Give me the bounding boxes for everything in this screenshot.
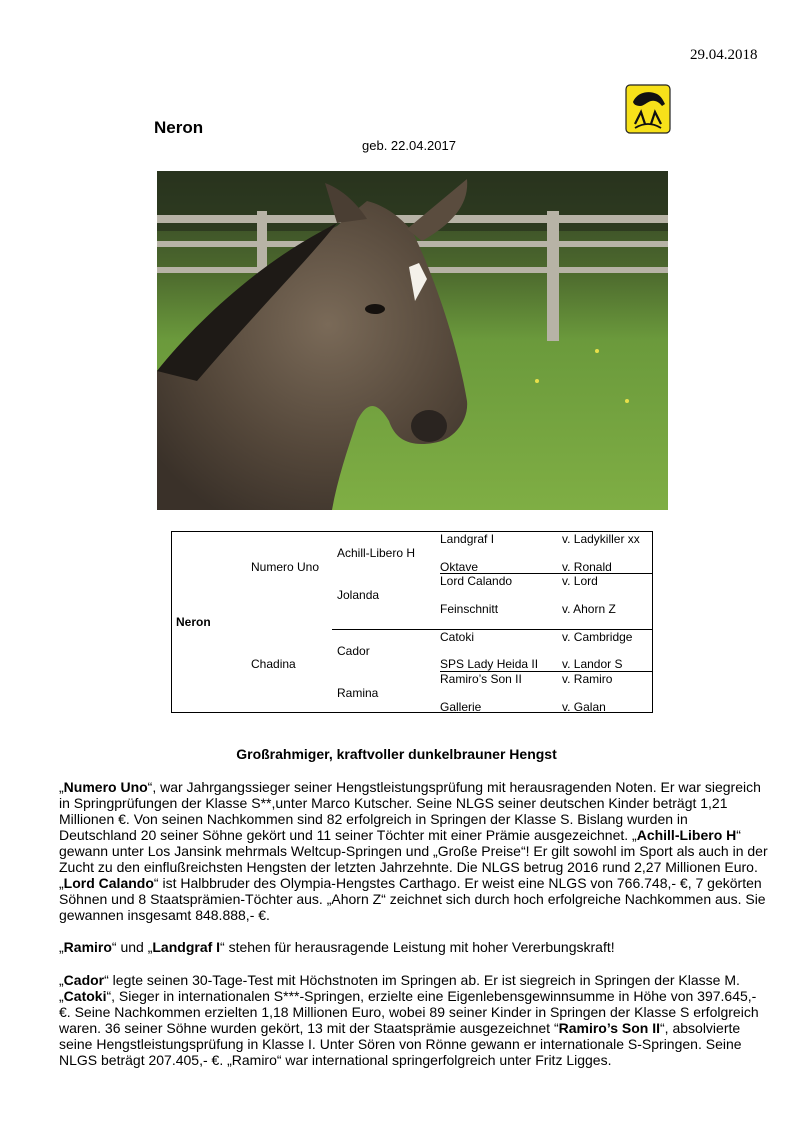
horse-name: Ramiro’s Son II bbox=[558, 1020, 661, 1036]
horse-name: Catoki bbox=[63, 988, 107, 1004]
paragraph-text: “ gewann unter Los Jansink mehrmals Weltcup-Springen und „Große Preise“! Er gilt sowohl im Sport als auch in der Zucht zu den einflußreichsten Hengsten der letzten Jahrzehnte. Die NLGS betrug 2016 rund 2,27 Millionen Euro. „ bbox=[59, 827, 768, 891]
paragraph-text: “ legte seinen 30-Tage-Test mit Höchstnoten im Springen ab. Er ist siegreich in Springen der Klasse M. „ bbox=[59, 972, 740, 1004]
pedigree-g3-sire: v. Ramiro bbox=[562, 672, 613, 686]
horse-name: Achill-Libero H bbox=[636, 827, 737, 843]
pedigree-sire-sire: Achill-Libero H bbox=[337, 546, 416, 560]
pedigree-g3-sire: v. Ronald bbox=[562, 560, 612, 574]
pedigree-g3-name: Oktave bbox=[440, 560, 479, 574]
quote-mark: „ bbox=[59, 939, 64, 955]
section-heading: Großrahmiger, kraftvoller dunkelbrauner Hengst bbox=[236, 746, 557, 762]
pedigree-g3-name: Landgraf I bbox=[440, 532, 495, 546]
paragraph-text: “ stehen für herausragende Leistung mit hoher Vererbungskraft! bbox=[220, 939, 615, 955]
pedigree-divider bbox=[440, 573, 653, 574]
horse-name: Numero Uno bbox=[63, 779, 148, 795]
pedigree-sire-dam: Jolanda bbox=[337, 588, 380, 602]
pedigree-sire: Numero Uno bbox=[251, 560, 320, 574]
pedigree-divider bbox=[332, 629, 653, 630]
pedigree-horse: Neron bbox=[176, 615, 211, 629]
paragraph-text: “, absolvierte seine Hengstleistungsprüfung in Klasse I. Unter Sören von Rönne gewann er internationale S-Springen. Seine NLGS beträgt 207.405,- €. „Ramiro“ war international springerfolgreich unter Fritz Ligges. bbox=[59, 1020, 742, 1068]
paragraph-text: “, Sieger in internationalen S***-Springen, erzielte eine Eigenlebensgewinnsumme in Höhe von 397.645,- €. Seine Nachkommen erzielten 1,18 Millionen Euro, wobei 89 seiner Kinder in Springen der Klasse S erfolgreich waren. 36 seiner Söhne wurden gekört, 13 mit der Staatsprämie ausgezeichnet “ bbox=[59, 988, 759, 1036]
pedigree-g3-sire: v. Lord bbox=[562, 574, 598, 588]
pedigree-g3-sire: v. Ladykiller xx bbox=[562, 532, 640, 546]
quote-mark: „ bbox=[59, 972, 64, 988]
pedigree-dam-sire: Cador bbox=[337, 644, 370, 658]
breeder-logo-icon bbox=[625, 84, 671, 134]
pedigree-g3-name: Feinschnitt bbox=[440, 602, 499, 616]
pedigree-g3-sire: v. Cambridge bbox=[562, 630, 633, 644]
pedigree-dam: Chadina bbox=[251, 657, 296, 671]
paragraph-ramiro-landgraf bbox=[59, 939, 769, 955]
paragraph-sire-line bbox=[59, 779, 769, 923]
paragraph-text: “ ist Halbbruder des Olympia-Hengstes Carthago. Er weist eine NLGS von 766.748,- €, 7 gekörten Söhnen und 8 Staatsprämien-Töchter aus. „Ahorn Z“ zeichnet sich durch hoch erfolgreiche Nachkommen aus. Sie gewannen insgesamt 848.888,- €. bbox=[59, 875, 766, 923]
horse-name: Cador bbox=[63, 972, 105, 988]
pedigree-g3-sire: v. Ahorn Z bbox=[562, 602, 616, 616]
pedigree-g3-name: Ramiro’s Son II bbox=[440, 672, 522, 686]
paragraph-dam-line bbox=[59, 972, 769, 1068]
paragraph-text: “, war Jahrgangssieger seiner Hengstleistungsprüfung mit herausragenden Noten. Er war siegreich in Springprüfungen der Klasse S**,unter Marco Kutscher. Seine NLGS seiner deutschen Kinder beträgt 1,21 Millionen €. Von seinen Nachkommen sind 82 erfolgreich in Springen der Klasse S. Bislang wurden in Deutschland 20 seiner Söhne gekört und 11 seiner Töchter mit einer Prämie ausgezeichnet. „ bbox=[59, 779, 761, 843]
pedigree-dam-dam: Ramina bbox=[337, 686, 379, 700]
horse-name: Landgraf I bbox=[152, 939, 221, 955]
pedigree-g3-name: Lord Calando bbox=[440, 574, 513, 588]
document-date: 29.04.2018 bbox=[690, 47, 758, 63]
birth-date: geb. 22.04.2017 bbox=[362, 138, 456, 153]
pedigree-g3-name: Catoki bbox=[440, 630, 475, 644]
quote-mark: „ bbox=[59, 779, 64, 795]
foal-photo bbox=[157, 171, 668, 510]
horse-name: Lord Calando bbox=[63, 875, 154, 891]
paragraph-text: “ und „ bbox=[111, 939, 153, 955]
horse-name-title: Neron bbox=[154, 118, 204, 137]
pedigree-g3-sire: v. Galan bbox=[562, 700, 606, 714]
horse-name: Ramiro bbox=[63, 939, 112, 955]
pedigree-table bbox=[171, 531, 653, 713]
pedigree-g3-name: SPS Lady Heida II bbox=[440, 657, 539, 671]
pedigree-g3-name: Gallerie bbox=[440, 700, 482, 714]
pedigree-divider bbox=[440, 671, 653, 672]
pedigree-g3-sire: v. Landor S bbox=[562, 657, 623, 671]
